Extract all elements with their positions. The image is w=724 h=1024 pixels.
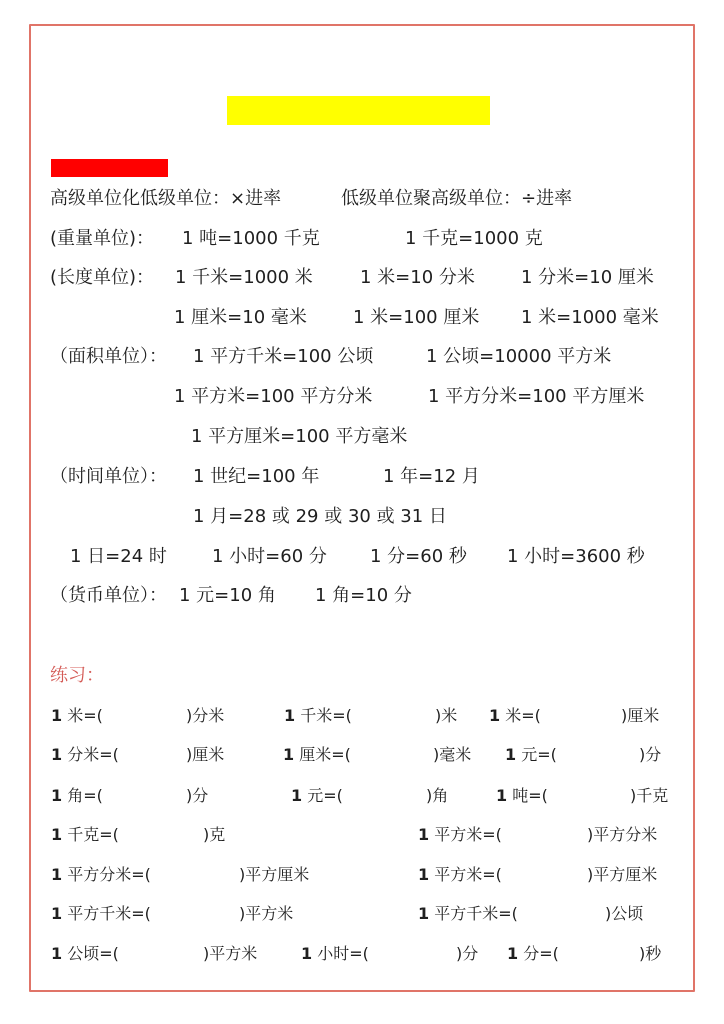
- length-fact: 1 千米=1000 米: [175, 267, 313, 288]
- exercise-item: 1 元=(: [291, 786, 343, 805]
- exercise-answer-unit: )克: [203, 825, 226, 844]
- time-fact: 1 小时=3600 秒: [507, 546, 645, 567]
- exercise-answer-unit: )分米: [186, 706, 225, 725]
- length-fact: 1 厘米=10 毫米: [174, 307, 307, 328]
- exercise-item: 1 千克=(: [51, 825, 119, 844]
- exercise-answer-unit: )分: [456, 944, 479, 963]
- exercise-answer-unit: )角: [426, 786, 449, 805]
- time-label: （时间单位）：: [50, 466, 167, 487]
- exercise-answer-unit: )千克: [630, 786, 669, 805]
- exercise-answer-unit: )分: [639, 745, 662, 764]
- exercise-item: 1 角=(: [51, 786, 103, 805]
- time-fact: 1 小时=60 分: [212, 546, 327, 567]
- exercise-answer-unit: )平方厘米: [587, 865, 658, 884]
- area-fact: 1 公顷=10000 平方米: [426, 346, 612, 367]
- exercise-item: 1 分=(: [507, 944, 559, 963]
- weight-label: (重量单位)：: [50, 228, 155, 249]
- exercise-answer-unit: )毫米: [433, 745, 472, 764]
- exercise-item: 1 平方米=(: [418, 865, 502, 884]
- length-fact: 1 米=1000 毫米: [521, 307, 659, 328]
- exercise-item: 1 米=(: [489, 706, 541, 725]
- exercise-item: 1 厘米=(: [283, 745, 351, 764]
- length-label: (长度单位)：: [50, 267, 155, 288]
- weight-fact: 1 千克=1000 克: [405, 228, 543, 249]
- exercise-item: 1 米=(: [51, 706, 103, 725]
- exercise-answer-unit: )厘米: [186, 745, 225, 764]
- length-fact: 1 分米=10 厘米: [521, 267, 654, 288]
- length-fact: 1 米=100 厘米: [353, 307, 480, 328]
- area-fact: 1 平方厘米=100 平方毫米: [191, 426, 408, 447]
- exercise-item: 1 平方千米=(: [51, 904, 151, 923]
- exercise-item: 1 平方米=(: [418, 825, 502, 844]
- area-fact: 1 平方米=100 平方分米: [174, 386, 373, 407]
- weight-fact: 1 吨=1000 千克: [182, 228, 320, 249]
- exercise-answer-unit: )平方分米: [587, 825, 658, 844]
- area-fact: 1 平方千米=100 公顷: [193, 346, 374, 367]
- time-fact: 1 月=28 或 29 或 30 或 31 日: [193, 506, 447, 527]
- area-fact: 1 平方分米=100 平方厘米: [428, 386, 645, 407]
- section-highlight-bar: [51, 159, 168, 177]
- exercise-answer-unit: )米: [435, 706, 458, 725]
- money-fact: 1 角=10 分: [315, 585, 412, 606]
- exercise-answer-unit: )分: [186, 786, 209, 805]
- rule-high-to-low: 高级单位化低级单位：×进率: [50, 188, 282, 209]
- time-fact: 1 年=12 月: [383, 466, 480, 487]
- exercise-answer-unit: )平方米: [203, 944, 258, 963]
- money-fact: 1 元=10 角: [179, 585, 276, 606]
- exercise-item: 1 吨=(: [496, 786, 548, 805]
- exercise-answer-unit: )平方米: [239, 904, 294, 923]
- time-fact: 1 日=24 时: [70, 546, 167, 567]
- exercise-item: 1 平方千米=(: [418, 904, 518, 923]
- area-label: （面积单位）：: [50, 346, 167, 367]
- money-label: （货币单位）：: [50, 585, 167, 606]
- exercise-item: 1 千米=(: [284, 706, 352, 725]
- length-fact: 1 米=10 分米: [360, 267, 475, 288]
- exercise-answer-unit: )公顷: [605, 904, 644, 923]
- practice-heading: 练习：: [50, 665, 104, 686]
- exercise-item: 1 分米=(: [51, 745, 119, 764]
- time-fact: 1 世纪=100 年: [193, 466, 320, 487]
- rule-low-to-high: 低级单位聚高级单位：÷进率: [341, 188, 573, 209]
- exercise-answer-unit: )厘米: [621, 706, 660, 725]
- exercise-item: 1 小时=(: [301, 944, 369, 963]
- exercise-item: 1 元=(: [505, 745, 557, 764]
- title-highlight-bar: [227, 96, 490, 125]
- time-fact: 1 分=60 秒: [370, 546, 467, 567]
- exercise-item: 1 公顷=(: [51, 944, 119, 963]
- exercise-answer-unit: )平方厘米: [239, 865, 310, 884]
- exercise-answer-unit: )秒: [639, 944, 662, 963]
- exercise-item: 1 平方分米=(: [51, 865, 151, 884]
